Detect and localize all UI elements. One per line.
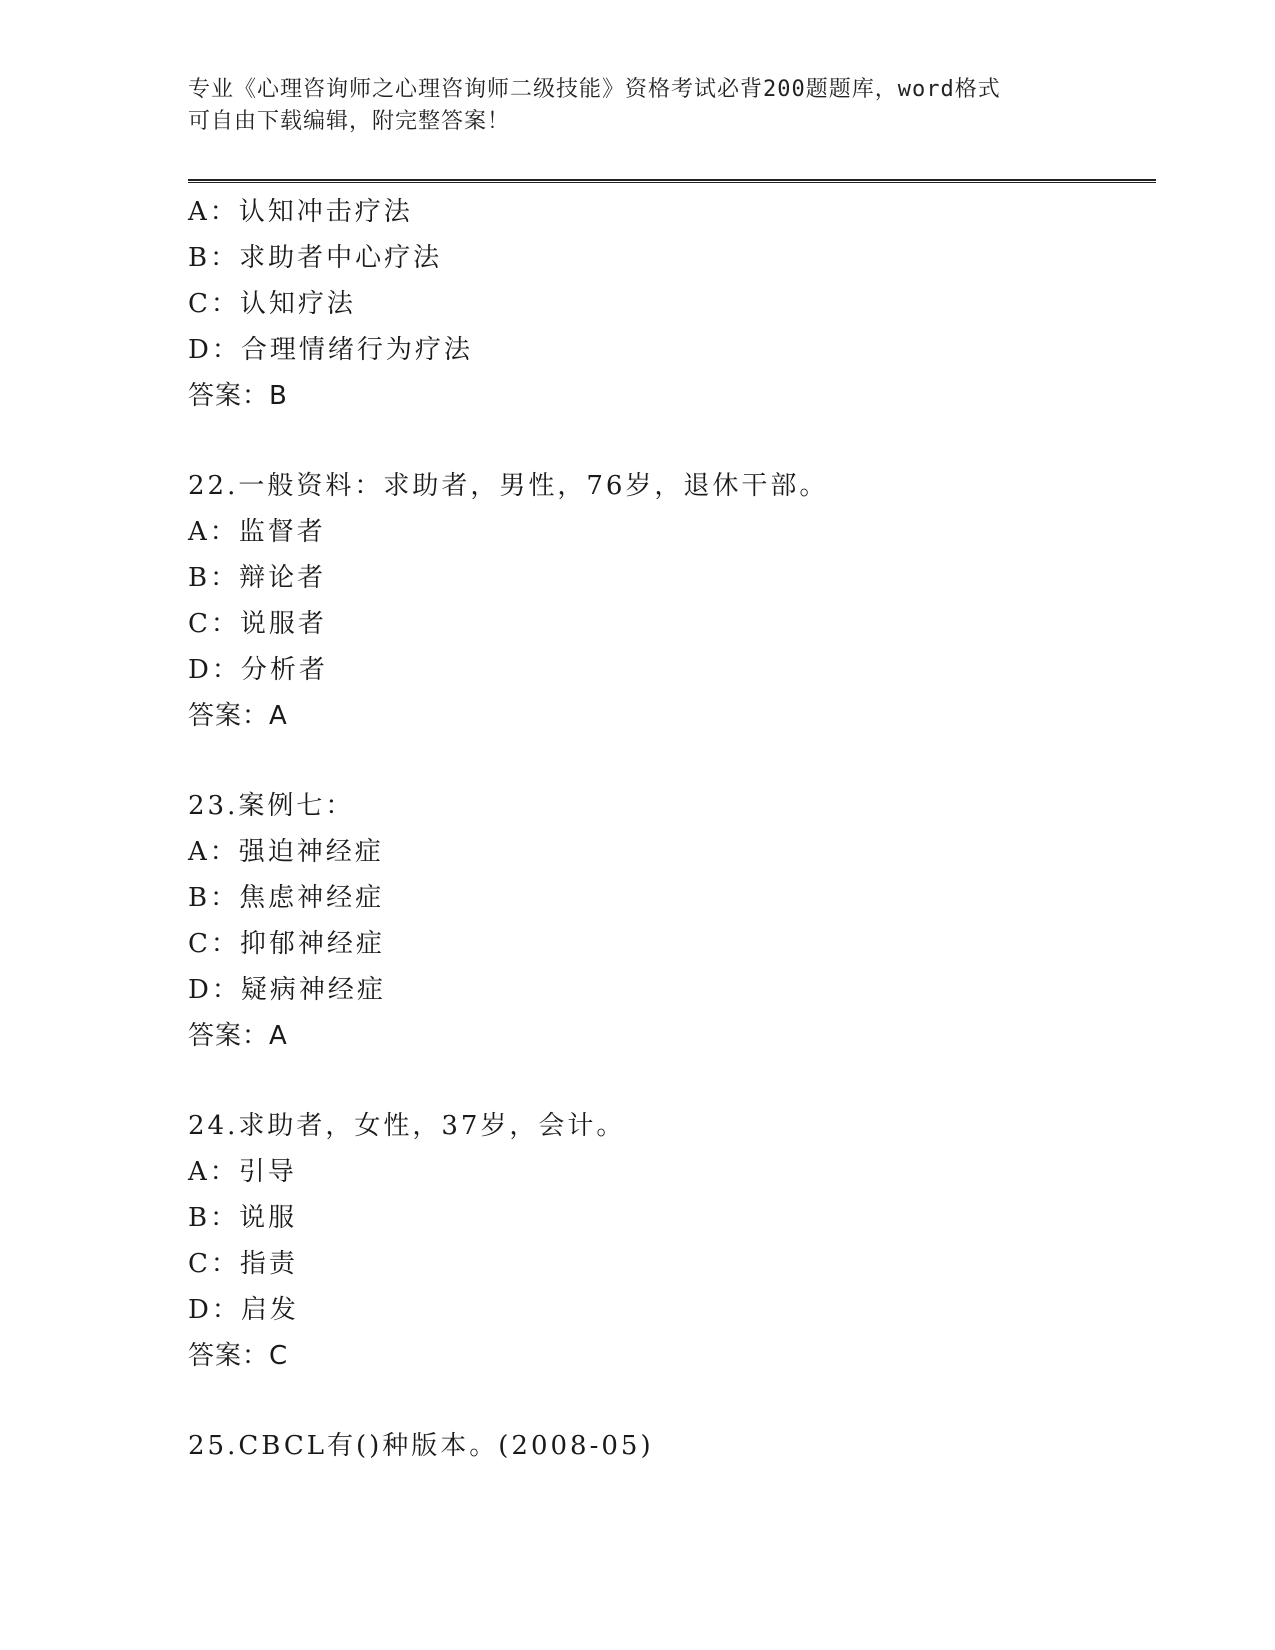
spacer xyxy=(188,739,1148,783)
answer: 答案：B xyxy=(188,381,288,411)
option-b: B：焦虑神经症 xyxy=(188,883,385,913)
option-c: C：指责 xyxy=(188,1249,298,1279)
question-22: 22.一般资料：求助者，男性，76岁，退休干部。 xyxy=(188,471,829,501)
option-a: A：强迫神经症 xyxy=(188,837,384,867)
option-b: B：说服 xyxy=(188,1203,298,1233)
question-24: 24.求助者，女性，37岁，会计。 xyxy=(188,1111,626,1141)
answer: 答案：C xyxy=(188,1341,289,1371)
option-d: D：疑病神经症 xyxy=(188,975,386,1005)
document-header xyxy=(188,74,1088,138)
option-c: C：说服者 xyxy=(188,609,327,639)
option-a: A：认知冲击疗法 xyxy=(188,197,413,227)
answer: 答案：A xyxy=(188,701,288,731)
question-list xyxy=(188,189,1148,1469)
answer: 答案：A xyxy=(188,1021,288,1051)
spacer xyxy=(188,1059,1148,1103)
option-b: B：求助者中心疗法 xyxy=(188,243,443,273)
spacer xyxy=(188,1379,1148,1423)
option-a: A：监督者 xyxy=(188,517,326,547)
header-line-1: 专业《心理咨询师之心理咨询师二级技能》资格考试必背200题题库，word格式 xyxy=(188,77,1001,102)
spacer xyxy=(188,419,1148,463)
option-d: D：分析者 xyxy=(188,655,328,685)
question-25: 25.CBCL有()种版本。(2008-05) xyxy=(188,1431,654,1461)
header-divider xyxy=(188,179,1156,183)
option-c: C：抑郁神经症 xyxy=(188,929,385,959)
option-c: C：认知疗法 xyxy=(188,289,356,319)
header-line-2: 可自由下载编辑，附完整答案！ xyxy=(188,109,511,134)
question-23: 23.案例七： xyxy=(188,791,355,821)
option-d: D：启发 xyxy=(188,1295,299,1325)
option-d: D：合理情绪行为疗法 xyxy=(188,335,473,365)
option-a: A：引导 xyxy=(188,1157,297,1187)
option-b: B：辩论者 xyxy=(188,563,327,593)
